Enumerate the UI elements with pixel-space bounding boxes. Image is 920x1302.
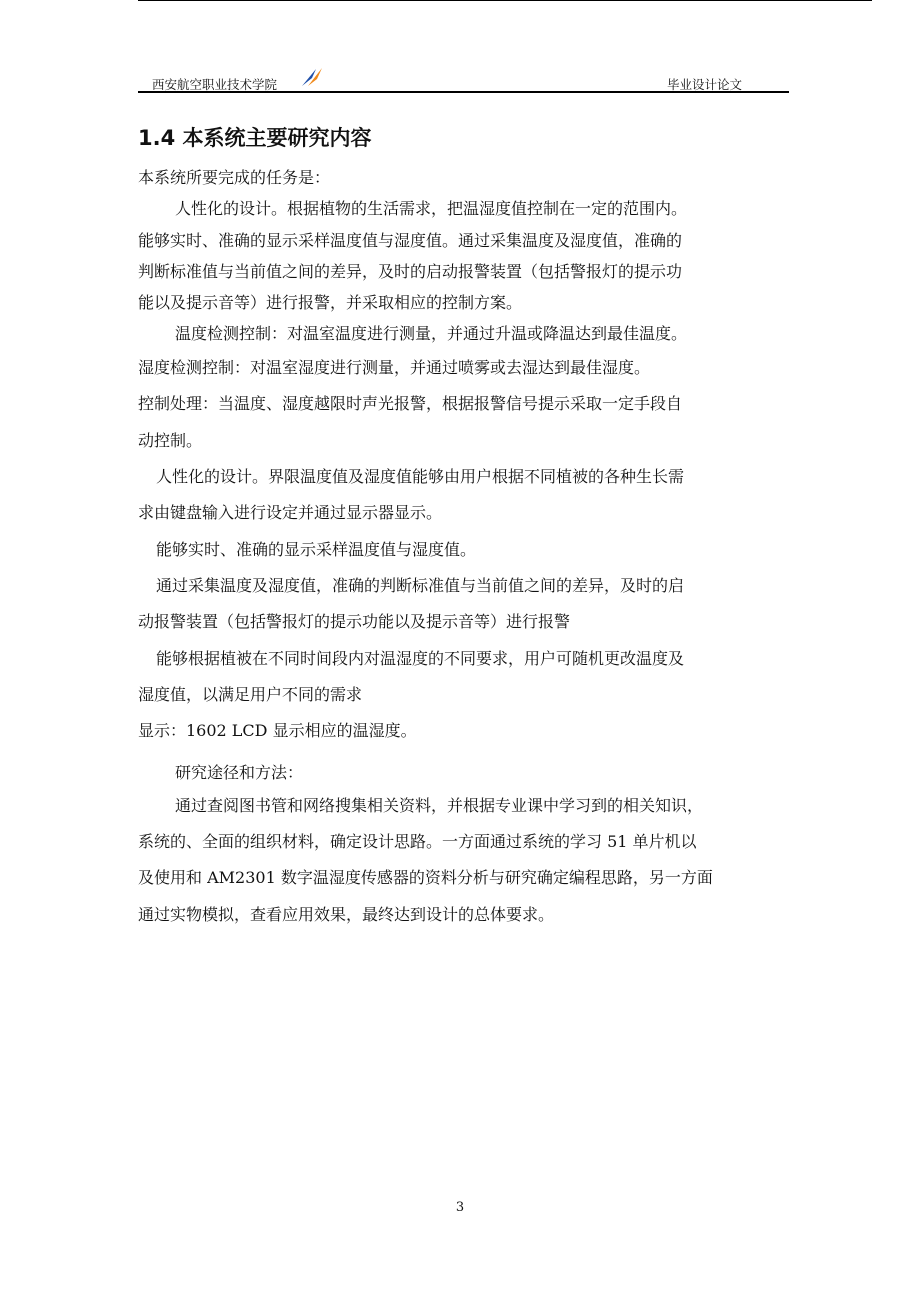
header-school-name: 西安航空职业技术学院 — [152, 77, 278, 92]
school-logo-icon — [300, 66, 324, 88]
header-divider — [138, 91, 789, 93]
top-border-line — [138, 0, 872, 1]
text-line: 本系统所要完成的任务是： — [138, 168, 331, 187]
text-line: 温度检测控制：对温室温度进行测量，并通过升温或降温达到最佳温度。 — [175, 324, 688, 343]
text-line: 显示：1602 LCD 显示相应的温湿度。 — [138, 721, 417, 740]
section-title: 1.4 本系统主要研究内容 — [138, 126, 372, 150]
text-line: 求由键盘输入进行设定并通过显示器显示。 — [138, 503, 443, 522]
text-line: 通过实物模拟，查看应用效果，最终达到设计的总体要求。 — [138, 905, 555, 924]
text-line: 湿度检测控制：对温室湿度进行测量，并通过喷雾或去湿达到最佳湿度。 — [138, 358, 651, 377]
text-line: 湿度值，以满足用户不同的需求 — [138, 685, 363, 704]
text-line: 动控制。 — [138, 431, 203, 450]
text-line: 人性化的设计。界限温度值及湿度值能够由用户根据不同植被的各种生长需 — [156, 467, 685, 486]
text-line: 人性化的设计。根据植物的生活需求，把温湿度值控制在一定的范围内。 — [175, 199, 688, 218]
text-line: 通过查阅图书管和网络搜集相关资料，并根据专业课中学习到的相关知识， — [175, 796, 704, 815]
page-header — [138, 66, 788, 92]
text-line: 及使用和 AM2301 数字温湿度传感器的资料分析与研究确定编程思路，另一方面 — [138, 868, 713, 887]
text-line: 系统的、全面的组织材料，确定设计思路。一方面通过系统的学习 51 单片机以 — [138, 832, 697, 851]
header-doc-type: 毕业设计论文 — [666, 77, 742, 92]
page-number: 3 — [455, 1200, 465, 1215]
text-line: 能够实时、准确的显示采样温度值与湿度值。 — [156, 540, 477, 559]
text-line: 通过采集温度及湿度值，准确的判断标准值与当前值之间的差异，及时的启 — [156, 576, 685, 595]
text-line: 研究途径和方法： — [175, 763, 304, 782]
text-line: 能够根据植被在不同时间段内对温湿度的不同要求，用户可随机更改温度及 — [156, 649, 685, 668]
text-line: 动报警装置（包括警报灯的提示功能以及提示音等）进行报警 — [138, 612, 571, 631]
text-line: 判断标准值与当前值之间的差异，及时的启动报警装置（包括警报灯的提示功 — [138, 262, 683, 281]
text-line: 控制处理：当温度、湿度越限时声光报警，根据报警信号提示采取一定手段自 — [138, 394, 683, 413]
text-line: 能以及提示音等）进行报警，并采取相应的控制方案。 — [138, 293, 523, 312]
text-line: 能够实时、准确的显示采样温度值与湿度值。通过采集温度及湿度值，准确的 — [138, 231, 683, 250]
